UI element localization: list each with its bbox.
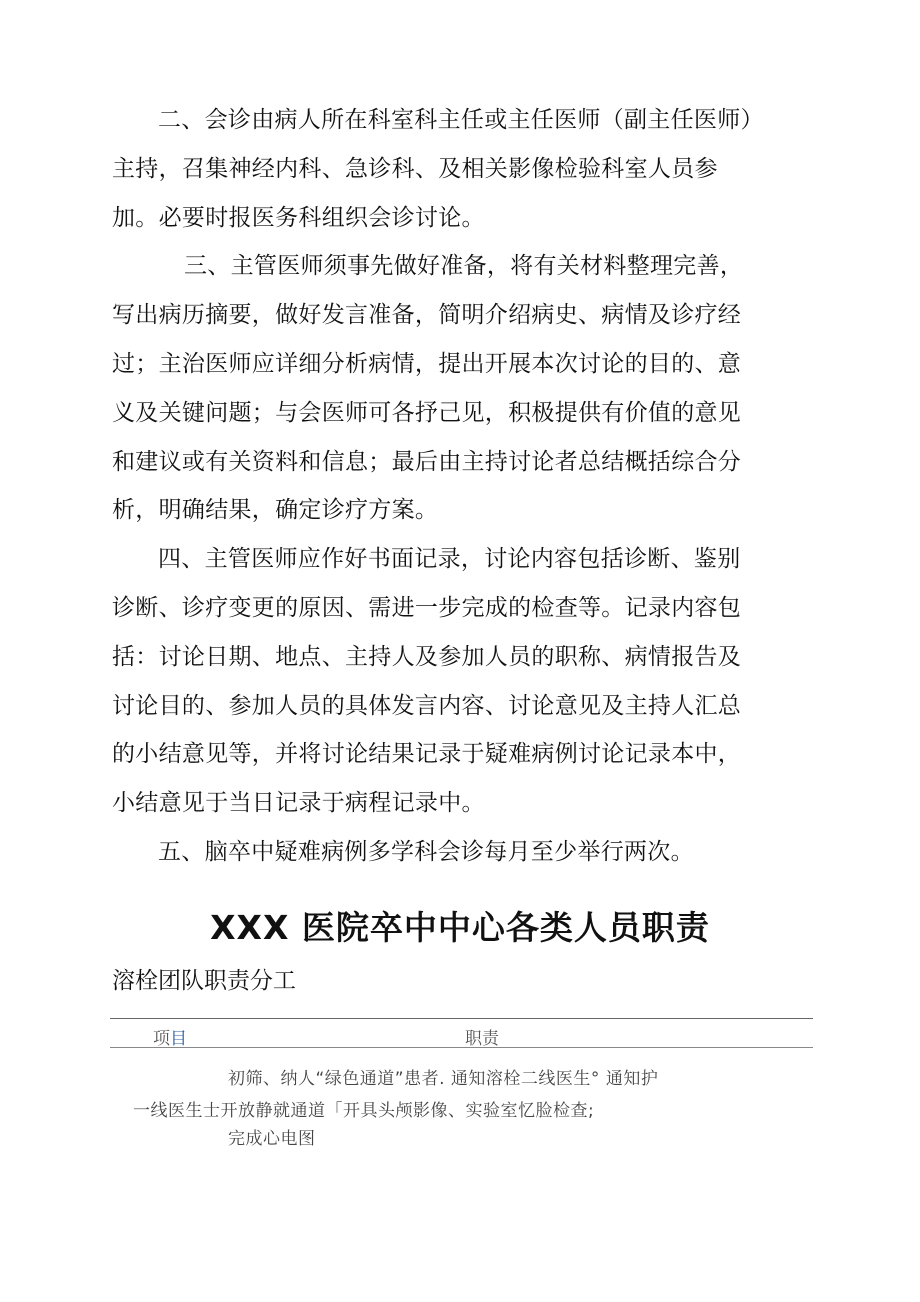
table-header-item-prefix: 项 [153,1029,170,1049]
table-row-line-3: 完成心电图 [228,1129,316,1149]
table-top-rule [110,1018,813,1019]
table-row-line-1: 初筛、纳人“绿色通道”患者. 通知溶栓二线医生° 通知护 [228,1069,659,1089]
paragraph-3: 三、主管医师须事先做好准备，将有关材料整理完善，写出病历摘要，做好发言准备，简明介绍病史、病情及诊疗经过；主治医师应详细分析病情，提出开展本次讨论的目的、意义及关键问题；与会医师可各抒己见，积极提供有价值的意见和建议或有关资料和信息；最后由主持讨论者总结概括综合分析，明确结果，确定诊疗方案。 [112,253,744,524]
paragraph-2: 二、会诊由病人所在科室科主任或主任医师（副主任医师）主持，召集神经内科、急诊科、及相关影像检验科室人员参加。必要时报医务科组织会诊讨论。 [112,107,753,231]
table-header-item-highlight: 目 [170,1029,187,1049]
body-text [112,96,762,877]
table-header-duty: 职责 [465,1029,499,1049]
section-title: XXX 医院卒中中心各类人员职责 [210,908,710,947]
section-subtitle: 溶栓团队职责分工 [112,968,296,994]
table-row-line-2: 一线医生士开放静就通道「开具头颅影像、实验室忆脸检查; [133,1101,595,1121]
paragraph-4: 四、主管医师应作好书面记录，讨论内容包括诊断、鉴别诊断、诊疗变更的原因、需进一步完成的检查等。记录内容包括：讨论日期、地点、主持人及参加人员的职称、病情报告及讨论目的、参加人员的具体发言内容、讨论意见及主持人汇总的小结意见等，并将讨论结果记录于疑难病例讨论记录本中，小结意见于当日记录于病程记录中。 [112,546,742,817]
table-header-rule [110,1047,813,1048]
table-header-item [153,1024,187,1049]
paragraph-5: 五、脑卒中疑难病例多学科会诊每月至少举行两次。 [158,838,694,865]
